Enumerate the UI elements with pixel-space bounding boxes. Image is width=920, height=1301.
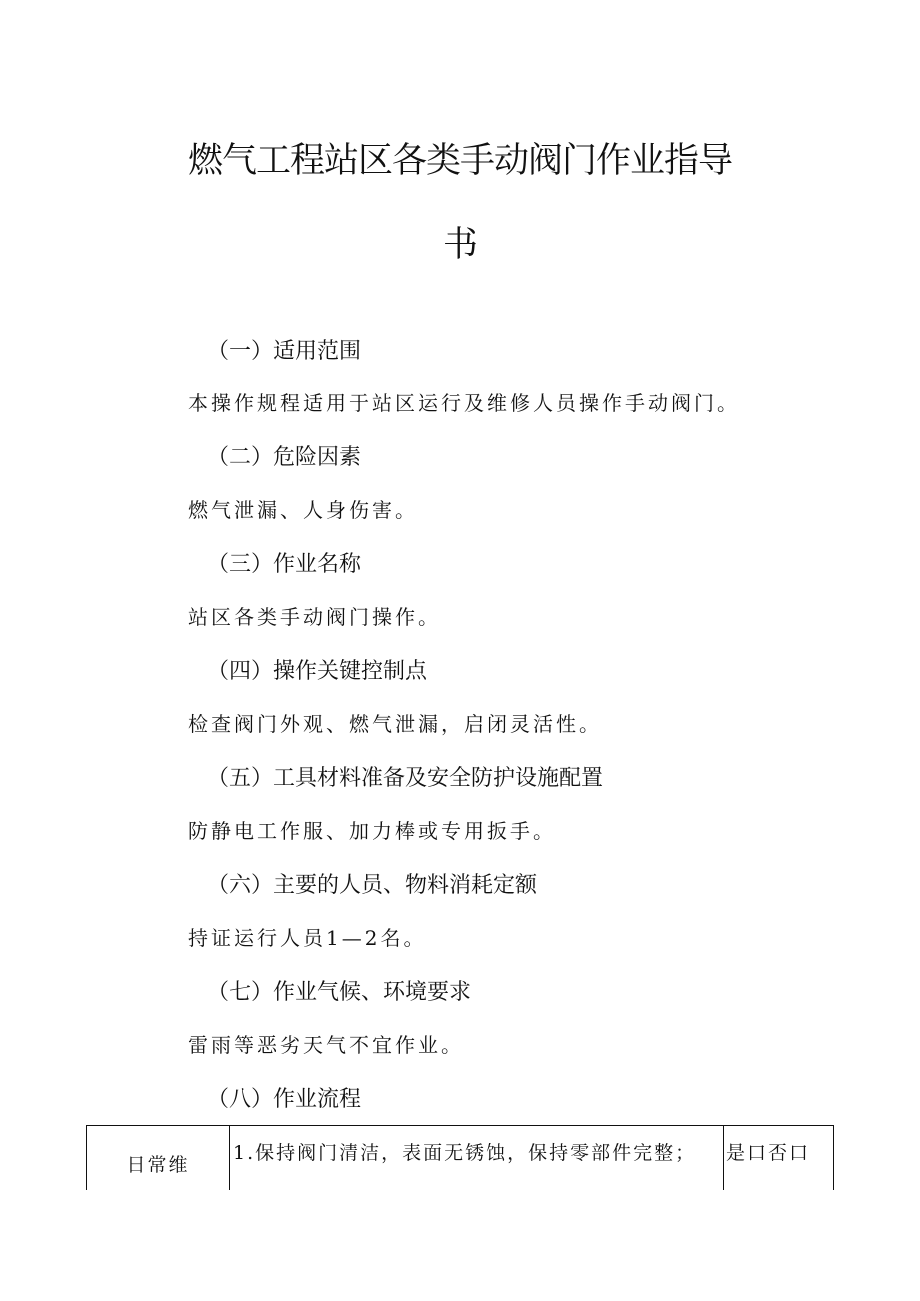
section-heading-workflow: （八）作业流程 xyxy=(207,1087,362,1112)
document-title-line-2: 书 xyxy=(442,225,477,265)
section-body-scope: 本操作规程适用于站区运行及维修人员操作手动阀门。 xyxy=(188,391,740,415)
section-heading-weather: （七）作业气候、环境要求 xyxy=(207,980,472,1005)
section-body-hazards: 燃气泄漏、人身伤害。 xyxy=(188,498,418,522)
document-title-line-1: 燃气工程站区各类手动阀门作业指导 xyxy=(187,141,732,181)
section-heading-scope: （一）适用范围 xyxy=(207,339,362,364)
section-body-control-points: 检查阀门外观、燃气泄漏，启闭灵活性。 xyxy=(188,712,602,736)
section-heading-tools: （五）工具材料准备及安全防护设施配置 xyxy=(207,766,604,791)
workflow-table xyxy=(86,1125,834,1190)
workflow-check-cell: 是口否口 xyxy=(724,1126,834,1191)
section-heading-hazards: （二）危险因素 xyxy=(207,445,362,470)
section-body-personnel: 持证运行人员1—2名。 xyxy=(188,926,427,950)
section-body-tools: 防静电工作服、加力棒或专用扳手。 xyxy=(188,819,556,843)
section-heading-control-points: （四）操作关键控制点 xyxy=(207,659,428,684)
workflow-category-cell: 日常维 xyxy=(87,1126,230,1191)
section-body-task-name: 站区各类手动阀门操作。 xyxy=(188,605,441,629)
section-body-weather: 雷雨等恶劣天气不宜作业。 xyxy=(188,1033,464,1057)
table-row xyxy=(87,1126,834,1191)
workflow-step-cell: 1.保持阀门清洁，表面无锈蚀，保持零部件完整； xyxy=(230,1126,724,1191)
section-heading-personnel: （六）主要的人员、物料消耗定额 xyxy=(207,873,538,898)
section-heading-task-name: （三）作业名称 xyxy=(207,552,362,577)
